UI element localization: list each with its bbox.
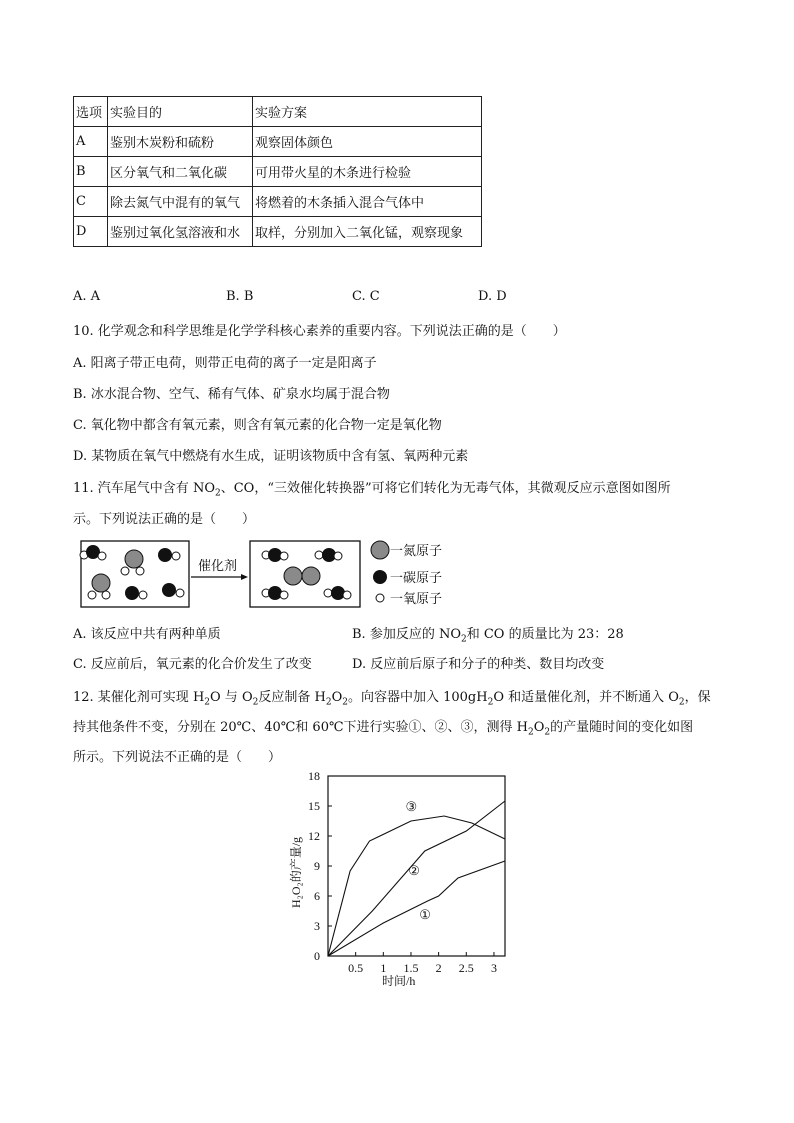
experiment-table	[73, 96, 482, 247]
subscript: 2	[460, 634, 467, 645]
q10-option-c: C. 氧化物中都含有氧元素，则含有氧元素的化合物一定是氧化物	[73, 418, 442, 433]
q9-option-b: B. B	[226, 289, 254, 304]
option-text: 和 CO 的质量比为 23：28	[466, 627, 624, 642]
carbon-atom-icon	[373, 570, 387, 584]
table-cell: 除去氮气中混有的氧气	[108, 187, 253, 217]
table-cell: C	[74, 187, 108, 217]
subscript: 2	[487, 697, 494, 708]
q10-option-d: D. 某物质在氧气中燃烧有水生成，证明该物质中含有氢、氧两种元素	[73, 449, 469, 464]
table-header-cell: 实验方案	[253, 97, 482, 127]
table-cell: 取样，分别加入二氧化锰，观察现象	[253, 217, 482, 247]
table-cell: D	[74, 217, 108, 247]
q12-stem-line2	[73, 716, 693, 738]
text-part: 12. 某催化剂可实现 H	[73, 690, 205, 705]
y-tick-label: 12	[308, 829, 320, 843]
y-tick-label: 0	[314, 949, 320, 963]
subscript: 2	[204, 697, 211, 708]
subscript: 2	[342, 697, 348, 708]
subscript: 2	[214, 488, 221, 499]
table-cell: 区分氧气和二氧化碳	[108, 157, 253, 187]
text-part: 的产量随时间的变化如图	[550, 720, 694, 735]
legend-oxygen	[376, 591, 442, 606]
y-axis-label: H₂O₂的产量/g	[289, 836, 303, 908]
table-cell: 鉴别木炭粉和硫粉	[108, 127, 253, 157]
legend-nitrogen	[371, 541, 442, 559]
q11-option-d: D. 反应前后原子和分子的种类、数目均改变	[352, 657, 605, 672]
legend-label: 一碳原子	[390, 570, 443, 585]
table-header-cell: 选项	[74, 97, 108, 127]
text-part: 持其他条件不变，分别在 20℃、40℃和 60℃下进行实验①、②、③，测得 H	[73, 720, 528, 735]
h2o2-yield-chart	[280, 768, 520, 993]
x-tick-label: 3	[490, 961, 497, 975]
text-part: ，保	[684, 690, 711, 705]
subscript: 2	[252, 697, 259, 708]
table-header-row	[74, 97, 482, 127]
q11-stem-line2: 示。下列说法正确的是（ ）	[73, 512, 256, 527]
q11-option-b	[352, 623, 624, 645]
subscript: 2	[544, 727, 551, 738]
q9-option-c: C. C	[352, 289, 380, 304]
q11-stem	[73, 477, 671, 499]
x-tick-label: 1	[380, 961, 387, 975]
q11-stem-part: 、CO，“三效催化转换器”可将它们转化为无毒气体，其微观反应示意图如图所	[220, 481, 671, 496]
text-part: 反应制备 H	[258, 690, 326, 705]
y-tick-label: 18	[308, 769, 320, 783]
catalyst-label: 催化剂	[198, 558, 238, 573]
q11-stem-part: 11. 汽车尾气中含有 NO	[73, 481, 215, 496]
table-header-cell: 实验目的	[108, 97, 253, 127]
option-text: B. 参加反应的 NO	[352, 627, 461, 642]
table-cell: 观察固体颜色	[253, 127, 482, 157]
oxygen-atom-icon	[376, 594, 384, 602]
legend-label: 一氮原子	[390, 543, 443, 558]
table-cell: B	[74, 157, 108, 187]
legend-carbon	[373, 570, 442, 585]
y-tick-label: 6	[314, 889, 320, 903]
y-tick-label: 15	[308, 799, 320, 813]
table-cell: 鉴别过氧化氢溶液和水	[108, 217, 253, 247]
x-tick-label: 2	[435, 961, 442, 975]
series-label: ②	[408, 863, 420, 878]
text-part: O	[331, 690, 343, 705]
x-axis-label: 时间/h	[382, 974, 416, 988]
nitrogen-atom-icon	[371, 541, 389, 559]
q11-option-a: A. 该反应中共有两种单质	[73, 627, 221, 642]
q10-option-b: B. 冰水混合物、空气、稀有气体、矿泉水均属于混合物	[73, 387, 390, 402]
q9-option-d: D. D	[478, 289, 507, 304]
table-row	[74, 217, 482, 247]
series-lines	[328, 799, 505, 956]
text-part: O	[533, 720, 545, 735]
arrow-head	[241, 574, 248, 580]
series-label: ①	[419, 907, 431, 922]
subscript: 2	[325, 697, 332, 708]
x-tick-label: 2.5	[458, 961, 474, 975]
text-part: O 和适量催化剂，并不断通入 O	[493, 690, 679, 705]
series-line	[328, 801, 505, 956]
x-tick-label: 0.5	[348, 961, 364, 975]
table-row	[74, 187, 482, 217]
table-cell: A	[74, 127, 108, 157]
series-label: ③	[405, 799, 418, 814]
text-part: O 与 O	[210, 690, 253, 705]
table-cell: 可用带火星的木条进行检验	[253, 157, 482, 187]
subscript: 2	[678, 697, 685, 708]
table-cell: 将燃着的木条插入混合气体中	[253, 187, 482, 217]
q10-option-a: A. 阳离子带正电荷，则带正电荷的离子一定是阳离子	[73, 356, 377, 371]
reaction-diagram	[70, 536, 470, 616]
table-row	[74, 157, 482, 187]
subscript: 2	[528, 727, 534, 738]
series-line	[328, 816, 505, 956]
table-row	[74, 127, 482, 157]
q9-option-a: A. A	[73, 289, 101, 304]
y-tick-label: 9	[314, 859, 320, 873]
y-tick-label: 3	[314, 919, 320, 933]
q10-stem: 10. 化学观念和科学思维是化学学科核心素养的重要内容。下列说法正确的是（ ）	[73, 324, 566, 339]
text-part: 。向容器中加入 100gH	[347, 690, 488, 705]
x-tick-label: 1.5	[403, 961, 419, 975]
q12-stem-line1	[73, 686, 711, 708]
legend-label: 一氧原子	[390, 591, 443, 606]
q12-stem-line3: 所示。下列说法不正确的是（ ）	[73, 750, 282, 765]
q11-option-c: C. 反应前后，氧元素的化合价发生了改变	[73, 657, 312, 672]
